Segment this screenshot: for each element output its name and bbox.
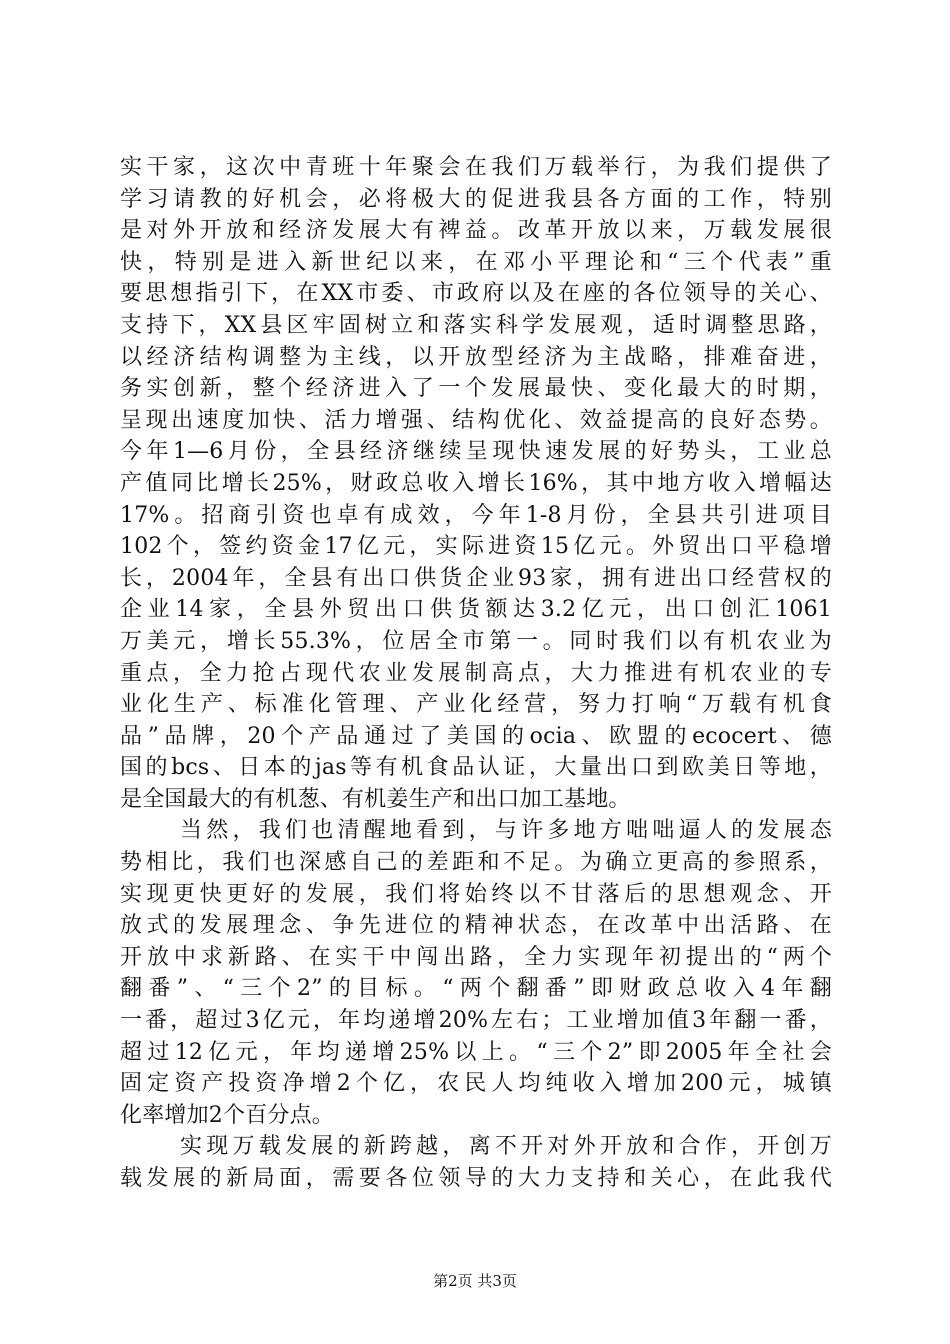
text-line: 品”品牌，20个产品通过了美国的ocia、欧盟的ecocert、德	[120, 723, 832, 749]
text-line: 实干家，这次中青班十年聚会在我们万载举行，为我们提供了	[120, 155, 832, 180]
text-line: 支持下，XX县区牢固树立和落实科学发展观，适时调整思路，	[120, 312, 832, 338]
text-line: 是全国最大的有机葱、有机姜生产和出口加工基地。	[120, 786, 631, 812]
text-line: 万美元，增长55.3%，位居全市第一。同时我们以有机农业为	[120, 628, 832, 654]
text-line: 固定资产投资净增2个亿，农民人均纯收入增加200元，城镇	[120, 1071, 832, 1097]
text-line: 呈现出速度加快、活力增强、结构优化、效益提高的良好态势。	[120, 407, 832, 433]
text-line: 翻番”、“三个2”的目标。“两个翻番”即财政总收入4年翻	[120, 976, 832, 1002]
page-footer: 第2页 共3页	[433, 1272, 517, 1290]
text-line: 超过12亿元，年均递增25%以上。“三个2”即2005年全社会	[120, 1039, 832, 1065]
text-line: 重点，全力抢占现代农业发展制高点，大力推进有机农业的专	[120, 660, 832, 686]
text-line: 17%。招商引资也卓有成效，今年1-8月份，全县共引进项目	[120, 502, 832, 528]
text-line: 快，特别是进入新世纪以来，在邓小平理论和“三个代表”重	[120, 249, 832, 275]
text-line: 当然，我们也清醒地看到，与许多地方咄咄逼人的发展态	[180, 818, 832, 844]
text-line: 产值同比增长25%，财政总收入增长16%，其中地方收入增幅达	[120, 470, 832, 496]
text-line: 放式的发展理念、争先进位的精神状态，在改革中出活路、在	[120, 913, 832, 939]
text-line: 务实创新，整个经济进入了一个发展最快、变化最大的时期，	[120, 376, 832, 402]
text-line: 业化生产、标准化管理、产业化经营，努力打响“万载有机食	[120, 692, 832, 718]
text-line: 开放中求新路、在实干中闯出路，全力实现年初提出的“两个	[120, 944, 832, 970]
text-line: 是对外开放和经济发展大有裨益。改革开放以来，万载发展很	[120, 218, 832, 244]
text-line: 势相比，我们也深感自己的差距和不足。为确立更高的参照系，	[120, 850, 832, 876]
text-line: 以经济结构调整为主线，以开放型经济为主战略，排难奋进，	[120, 344, 832, 370]
text-line: 今年1—6月份，全县经济继续呈现快速发展的好势头，工业总	[120, 439, 832, 465]
text-line: 载发展的新局面，需要各位领导的大力支持和关心，在此我代	[120, 1166, 832, 1191]
text-line: 102个，签约资金17亿元，实际进资15亿元。外贸出口平稳增	[120, 534, 832, 560]
text-line: 一番，超过3亿元，年均递增20%左右；工业增加值3年翻一番，	[120, 1008, 832, 1034]
body-text	[120, 152, 832, 1195]
text-line: 要思想指引下，在XX市委、市政府以及在座的各位领导的关心、	[120, 281, 832, 307]
text-line: 化率增加2个百分点。	[120, 1102, 334, 1128]
text-line: 实现万载发展的新跨越，离不开对外开放和合作，开创万	[180, 1134, 832, 1160]
text-line: 长，2004年，全县有出口供货企业93家，拥有进出口经营权的	[120, 565, 832, 591]
text-line: 学习请教的好机会，必将极大的促进我县各方面的工作，特别	[120, 186, 832, 212]
text-line: 实现更快更好的发展，我们将始终以不甘落后的思想观念、开	[120, 881, 832, 907]
text-line: 企业14家，全县外贸出口供货额达3.2亿元，出口创汇1061	[120, 597, 832, 623]
text-line: 国的bcs、日本的jas等有机食品认证，大量出口到欧美日等地，	[120, 755, 832, 781]
